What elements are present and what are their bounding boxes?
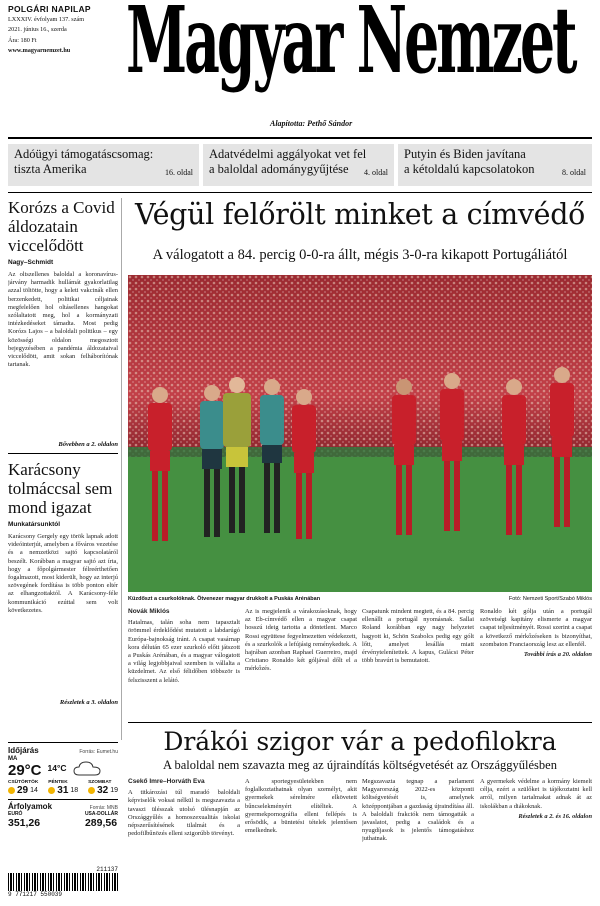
- founder-line: Alapította: Pethő Sándor: [270, 119, 353, 128]
- divider: [8, 799, 118, 800]
- volume-number: LXXXIV. évfolyam 137. szám: [8, 15, 85, 23]
- weather-source: Forrás: Eumet.hu: [79, 749, 118, 755]
- column-divider: [121, 198, 122, 740]
- newspaper-logo: Magyar Nemzet: [126, 0, 575, 94]
- paper-type: POLGÁRI NAPILAP: [8, 4, 91, 14]
- fx-eur: [8, 811, 40, 829]
- fx-eur-label: EURÓ: [8, 811, 23, 817]
- fx-usd-label: USA-DOLLÁR: [84, 811, 118, 817]
- teaser-page: 16. oldal: [165, 168, 193, 177]
- main-subhead: A válogatott a 84. percig 0-0-ra állt, mégis 3-0-ra kikapott Portugáliától: [152, 247, 568, 263]
- photo-caption: [128, 596, 592, 602]
- main-story-col2: [245, 608, 357, 720]
- story-text: Az oltszellenes baloldal a koronavírusjárvány harmadik hullámát gyakorlatilag azzal töltötte, hogy a keleti vakcinák ellen berzenkedett, politikai céljainak megfelelően hol oltásellenes hangokat szólaltatott meg, hol a kormányzati intézkedéseket támadta. Most pedig Korózs Lajos – a baloldali politikus – egy közösségi oldalon megosztott bejegyzésében a pandémia áldozataival viccelődött, amit sokan felháborítónak tartanak.: [8, 271, 118, 369]
- story-byline: Nagy–Schmidt: [8, 259, 54, 266]
- weather-today-label: MA: [8, 756, 18, 762]
- left-column: [8, 198, 118, 706]
- sun-icon: [48, 787, 55, 794]
- forecast-min: 19: [110, 787, 118, 794]
- main-headline[interactable]: Végül felőrölt minket a címvédő: [134, 198, 586, 231]
- story-author: Novák Miklós: [128, 608, 170, 615]
- left-story-karacsony[interactable]: [8, 460, 118, 706]
- teaser-page: 8. oldal: [562, 168, 586, 177]
- forecast-day-label: PÉNTEK: [48, 780, 68, 785]
- teaser-line: Adatvédelmi aggályokat vet fel: [209, 147, 367, 161]
- teaser-line: Putyin és Biden javítana: [404, 147, 526, 161]
- story-headline: Korózs a Covid áldozatain viccelődött: [8, 198, 115, 255]
- barcode-issue-code: 211137: [96, 866, 118, 873]
- forecast-min: 14: [30, 787, 38, 794]
- forecast-day-label: SZOMBAT: [88, 780, 112, 785]
- teaser-line: tiszta Amerika: [14, 162, 87, 176]
- fx-label: Árfolyamok: [8, 802, 53, 811]
- teaser-data-protection[interactable]: [203, 144, 394, 186]
- bottom-subhead: A baloldal nem szavazta meg az újraindítás költségvetését az Országgyűlésben: [163, 758, 557, 772]
- teaser-rule: [8, 192, 592, 193]
- bottom-story-col2: [245, 778, 357, 902]
- forecast-day: [8, 780, 38, 796]
- website-link[interactable]: www.magyarnemzet.hu: [8, 47, 71, 54]
- story-text: Az is megjelenik a várakozásoknak, hogy az Eb-címvédő ellen a magyar csapat hosszú ideig tartotta a döntetlent. Marco Rossi együttese fegyelmezetten védekezett, és a szurkolók a lefújásig reménykedtek. A hajrában azonban Raphael Guerreiro, majd Cristiano Ronaldo két góljával dőlt el a mérkőzés.: [245, 608, 357, 673]
- sun-icon: [88, 787, 95, 794]
- divider: [8, 453, 118, 454]
- weather-label: Időjárás: [8, 746, 39, 755]
- main-story-col3: [362, 608, 474, 720]
- story-more-link[interactable]: Részletek a 2. és 16. oldalon: [518, 812, 592, 820]
- story-more-link[interactable]: Bővebben a 2. oldalon: [58, 441, 118, 448]
- teaser-putin-biden[interactable]: [398, 144, 592, 186]
- divider: [8, 742, 118, 743]
- story-text: A titkározási túl maradó baloldali képviselők voksai nélkül is megszavazta a tavaszi ülésszak utolsó ülésnapján az Országgyűlés a homoszexualitás iskolai népszerűsítésének tilalmát és a pedofilbűnözés elleni szigorúbb törvényt.: [128, 789, 240, 838]
- story-text: A gyermekek védelme a kormány kiemelt célja, ezért a szülőket is tájékoztatni kell arról, milyen tartalmakat adnak át az iskolákban a diákoknak.: [480, 778, 592, 810]
- cloud-icon: [73, 759, 101, 777]
- fx-source: Forrás: MNB: [89, 805, 118, 811]
- story-byline: Munkatársunktól: [8, 521, 61, 528]
- teaser-page: 4. oldal: [364, 168, 388, 177]
- barcode-bars: [8, 873, 118, 891]
- story-headline: Karácsony tolmáccsal sem mond igazat: [8, 460, 113, 517]
- forecast-max: 29: [17, 785, 29, 796]
- story-text: Hatalmas, talán soha nem tapasztalt örömmel érdeklődést mutatott a labdarúgó Európa-bajnokság iránt. A csapat vasárnap kora délután 65 ezer szurkoló előtt játszott a Puskás Arénában, és a magyar válogatott a világ legjobbjaival szemben is vállalta a küzdelmet. Az első félidőben többször is felszisszent a lelátó.: [128, 619, 240, 684]
- teaser-line: a kétoldalú kapcsolatokon: [404, 162, 535, 176]
- story-more-link[interactable]: Részletek a 3. oldalon: [59, 699, 118, 706]
- forecast-day-label: CSÜTÖRTÖK: [8, 780, 39, 785]
- teaser-line: a baloldal adománygyűjtése: [209, 162, 349, 176]
- players-lineup-illustration: [128, 275, 592, 592]
- sun-icon: [8, 787, 15, 794]
- story-text: Karácsony Gergely egy török lapnak adott videóinterjút, amelyben a főváros vezetése és a nemzetközi sajtó kapcsolatáról beszélt. Korábban a magyar sajtó azt írta, hogy a főpolgármester félreérthetően fogalmazott, most kiderült, hogy az interjú szövegének fordítása is több ponton eltér az elhangzottaktól. A Karácsony-féle kommunikáció ezúttal sem volt következetes.: [8, 533, 118, 614]
- story-text: Csapatunk mindent megtett, és a 84. percig ellenállt a portugál nyomásnak. Sallai Roland korábban egy nagy helyzetet hagyott ki, Schön Szabolcs pedig egy gólt lőtt, amelyet lesállás miatt érvénytelenítettek. A kapus, Gulácsi Péter több bravúrt is bemutatott.: [362, 608, 474, 665]
- left-story-covid[interactable]: [8, 198, 118, 448]
- forecast-min: 18: [70, 787, 79, 794]
- story-more-link[interactable]: További írás a 20. oldalon: [523, 651, 592, 659]
- fx-usd-value: 289,56: [84, 817, 118, 829]
- main-photo: [128, 275, 592, 592]
- issue-date: 2021. június 16., szerda: [8, 26, 67, 33]
- story-author: Csekő Imre–Horváth Éva: [128, 778, 205, 785]
- story-text: A sportegyesületekben nem foglalkoztathatnak olyan személyt, akit gyermekek sérelmére elkövetett bűncselekményért elítéltek. A gyermekpornográfia elleni fellépés is erősödik, a büntetési tételek jelentősen emelkednek.: [245, 778, 357, 835]
- bottom-headline[interactable]: Drákói szigor vár a pedofilokra: [163, 727, 557, 756]
- teaser-line: Adóügyi támogatáscsomag:: [14, 147, 154, 161]
- bottom-story-col4: [480, 778, 592, 902]
- masthead-rule: [8, 137, 592, 139]
- photo-credit: Fotó: Nemzeti Sport/Szabó Miklós: [508, 596, 592, 602]
- forecast-max: 32: [97, 785, 109, 796]
- divider: [128, 722, 592, 723]
- weather-today-max: 29°C: [8, 762, 42, 779]
- forecast-day: [88, 780, 118, 796]
- story-text: Megszavazta tegnap a parlament Magyarország 2022-es központi költségvetését is, amelynek középpontjában a gazdaság újraindítása áll. A baloldali frakciók nem támogatták a javaslatot, pedig a családok és a nyugdíjasok is jelentős támogatáshoz juthatnak.: [362, 778, 474, 843]
- forecast-max: 31: [57, 785, 69, 796]
- bottom-story-col3: [362, 778, 474, 902]
- price: Ára: 180 Ft: [8, 36, 37, 44]
- weather-today-min: 14°C: [47, 762, 67, 773]
- weather-box: [8, 742, 118, 829]
- barcode: [8, 866, 118, 902]
- teaser-tax[interactable]: [8, 144, 199, 186]
- forecast-day: [48, 780, 78, 796]
- main-story-col4: [480, 608, 592, 720]
- barcode-number: 9 771217 550039: [8, 891, 63, 898]
- fx-eur-value: 351,26: [8, 817, 41, 829]
- bottom-story-col1: [128, 778, 240, 902]
- masthead-meta: [8, 4, 126, 57]
- story-text: Ronaldo két gólja után a portugál szövetségi kapitány elismerte a magyar csapat teljesítményét. Rossi szerint a csapat a következő mérkőzéseken is bizonyíthat, szombaton Franciaország lesz az ellenfél.: [480, 608, 592, 648]
- fx-usd: [85, 811, 118, 829]
- main-story-col1: [128, 608, 240, 720]
- caption-text: Küzdőszt a csurkolóknak. Ötvenezer magyar drukkolt a Puskás Arénában: [128, 596, 321, 602]
